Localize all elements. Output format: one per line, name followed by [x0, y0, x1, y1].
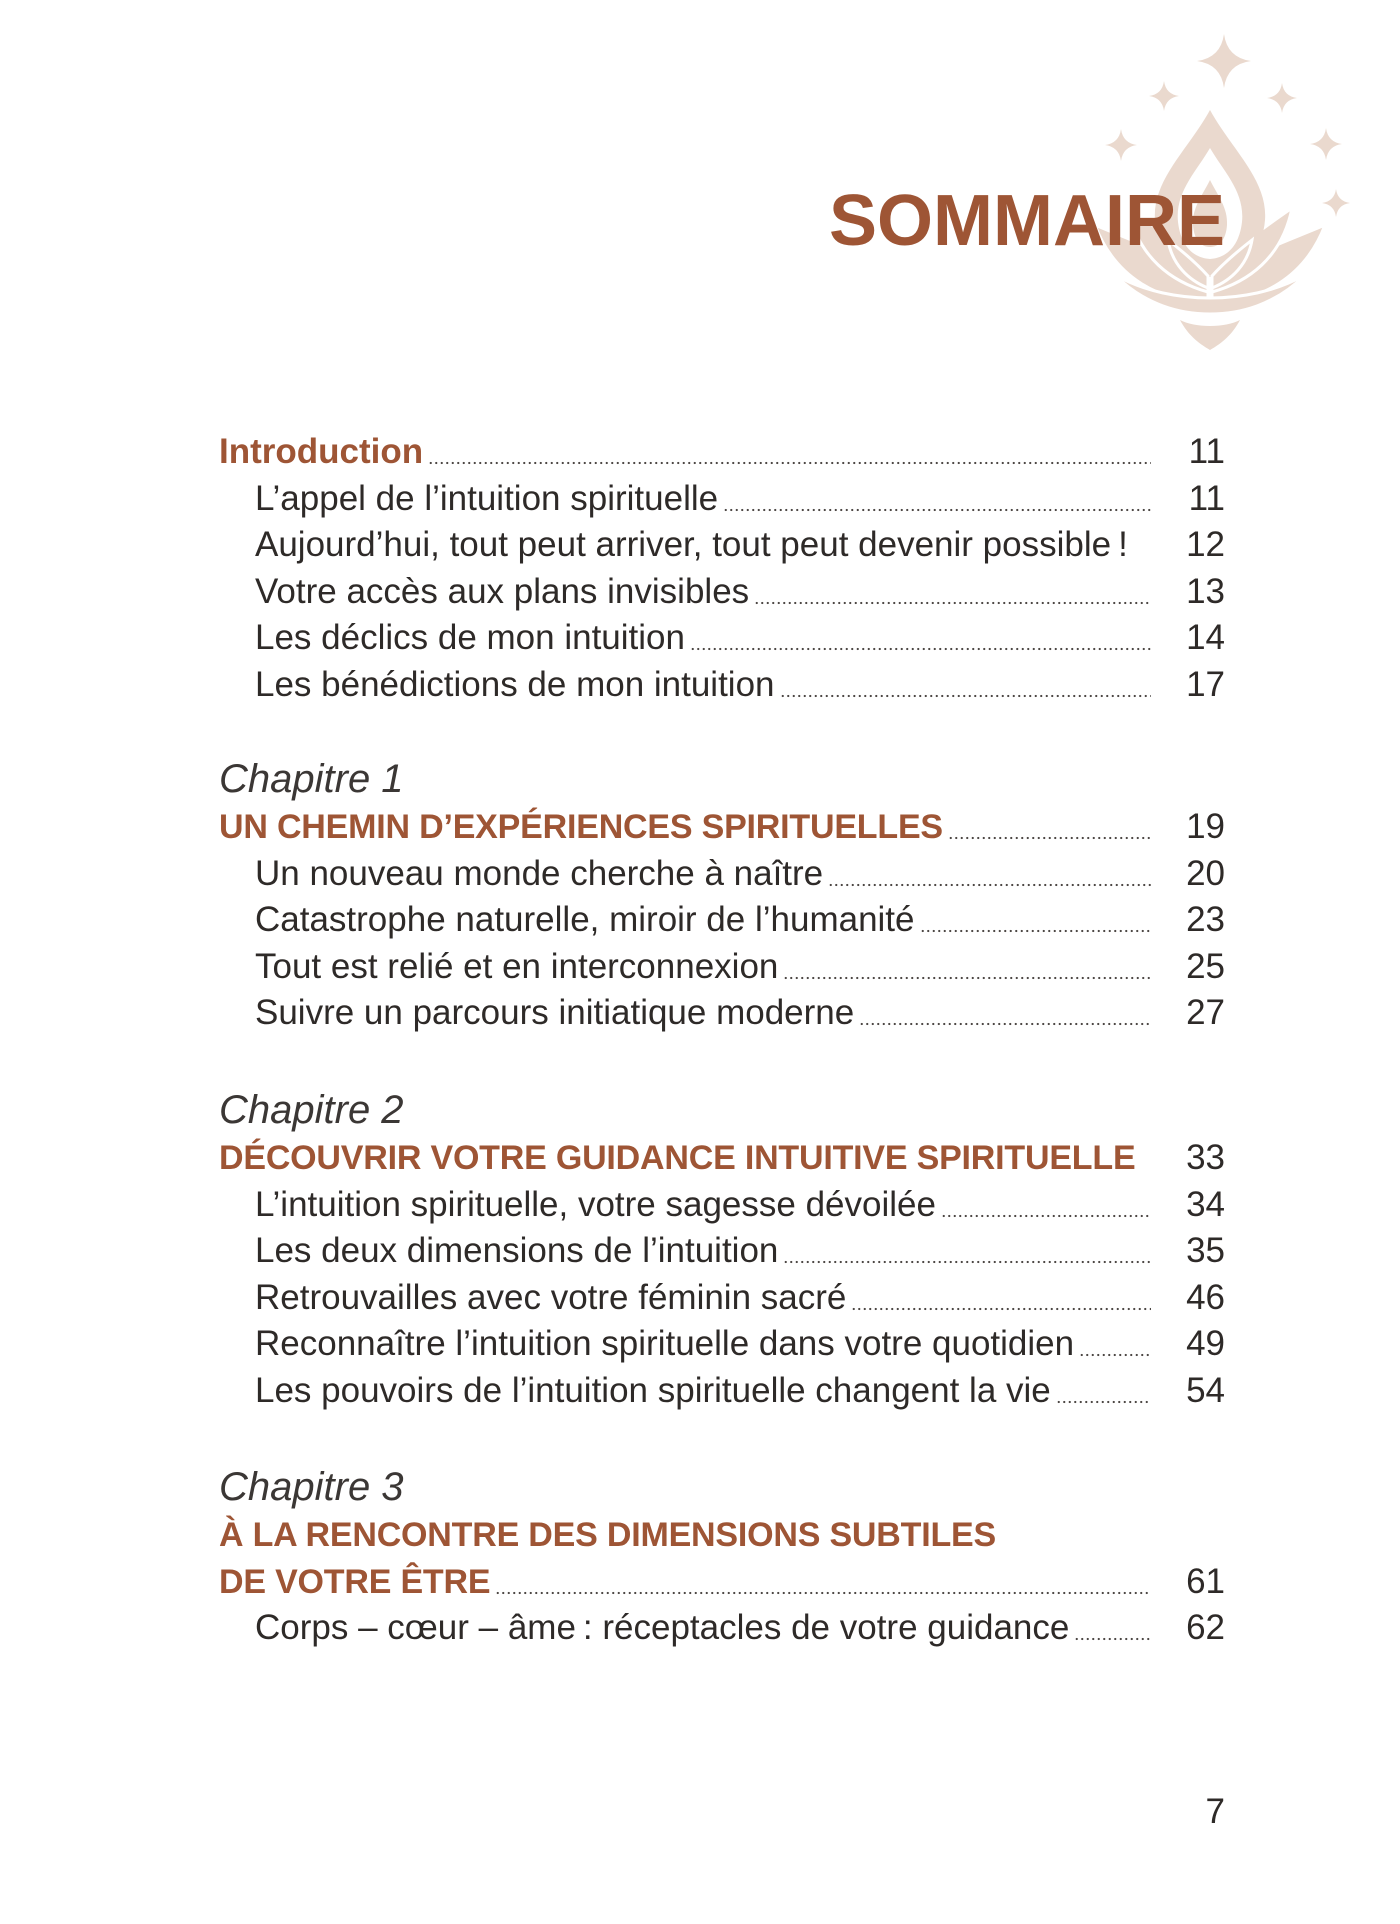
dot-leader [828, 851, 1151, 898]
dot-leader [783, 944, 1151, 991]
toc-entry-title: Reconnaître l’intuition spirituelle dans votre quotidien [255, 1324, 1075, 1363]
toc-entry-title: Votre accès aux plans invisibles [255, 571, 750, 611]
page-ref: 25 [1186, 946, 1225, 986]
dot-leader [859, 990, 1151, 1037]
dot-leader [1079, 1321, 1151, 1368]
page-ref: 11 [1188, 478, 1225, 518]
toc-entry [219, 990, 1225, 1037]
page-title: SOMMAIRE [829, 181, 1225, 261]
dot-leader [920, 897, 1152, 944]
page-ref: 54 [1186, 1370, 1225, 1410]
toc-entry [219, 944, 1225, 991]
toc-entry [219, 1321, 1225, 1368]
dot-leader [495, 1559, 1151, 1606]
page-ref: 46 [1186, 1277, 1225, 1317]
toc-entry-title: L’intuition spirituelle, votre sagesse dévoilée [255, 1184, 936, 1224]
page-ref: 12 [1186, 525, 1225, 564]
sparkle-icon [1310, 128, 1342, 160]
toc-entry-title: Aujourd’hui, tout peut arriver, tout peut devenir possible ! [255, 525, 1128, 564]
toc-section-chapter-2 [219, 1085, 1225, 1414]
chapter-label: Chapitre 2 [219, 1088, 404, 1132]
chapter-title: DÉCOUVRIR VOTRE GUIDANCE INTUITIVE SPIRITUELLE [219, 1139, 1136, 1177]
sparkle-icon [1197, 34, 1251, 88]
chapter-label: Chapitre 3 [219, 1465, 404, 1509]
chapter-title: UN CHEMIN D’EXPÉRIENCES SPIRITUELLES [219, 808, 943, 846]
toc-entry-title: Un nouveau monde cherche à naître [255, 853, 824, 893]
page-number: 7 [1205, 1792, 1225, 1831]
dot-leader [948, 804, 1151, 851]
dot-leader [780, 662, 1151, 709]
page-ref: 62 [1186, 1608, 1225, 1647]
sparkle-icon [1105, 129, 1137, 161]
page-ref: 17 [1186, 664, 1225, 704]
page-ref: 13 [1186, 571, 1225, 611]
dot-leader [1056, 1368, 1151, 1415]
toc-entry-title: Corps – cœur – âme : réceptacles de votre guidance [255, 1608, 1070, 1647]
sparkle-icon [1149, 81, 1179, 111]
page-ref: 61 [1186, 1561, 1225, 1601]
toc-entry-title: Tout est relié et en interconnexion [255, 946, 779, 986]
page-ref: 20 [1186, 853, 1225, 893]
chapter-heading [219, 804, 1225, 851]
toc-entry [219, 569, 1225, 616]
dot-leader [723, 476, 1151, 523]
chapter-heading [219, 1512, 1225, 1559]
toc-entry-title: Suivre un parcours initiatique moderne [255, 993, 855, 1032]
sparkle-icon [1267, 83, 1297, 113]
toc-entry-title: Les déclics de mon intuition [255, 618, 685, 657]
dot-leader [851, 1275, 1151, 1322]
toc-entry [219, 1182, 1225, 1229]
toc-section-chapter-3 [219, 1462, 1225, 1652]
toc-heading-title: Introduction [219, 432, 424, 471]
page-ref: 27 [1186, 993, 1225, 1032]
chapter-heading [219, 1559, 1225, 1606]
toc-entry [219, 522, 1225, 569]
dot-leader [783, 1228, 1151, 1275]
toc-entry [219, 662, 1225, 709]
toc-entry [219, 1275, 1225, 1322]
lotus-drop [1180, 320, 1240, 350]
page-ref: 19 [1186, 807, 1225, 846]
dot-leader [754, 569, 1151, 616]
toc-entry [219, 615, 1225, 662]
chapter-label: Chapitre 1 [219, 757, 404, 801]
page-ref: 11 [1188, 432, 1225, 471]
toc-entry [219, 851, 1225, 898]
page-ref: 34 [1186, 1184, 1225, 1224]
toc-entry-title: Catastrophe naturelle, miroir de l’humanité [255, 900, 915, 939]
chapter-heading [219, 1135, 1225, 1182]
sparkle-icon [1322, 189, 1350, 217]
dot-leader [1074, 1605, 1151, 1652]
chapter-title: À LA RENCONTRE DES DIMENSIONS SUBTILES [219, 1516, 996, 1554]
dot-leader [941, 1182, 1151, 1229]
chapter-title: DE VOTRE ÊTRE [219, 1562, 491, 1601]
dot-leader [428, 429, 1151, 476]
toc-entry-title: Les bénédictions de mon intuition [255, 664, 775, 704]
toc-entry-title: Les pouvoirs de l’intuition spirituelle changent la vie [255, 1370, 1051, 1410]
dot-leader [690, 615, 1151, 662]
toc-entry [219, 1605, 1225, 1652]
toc-entry [219, 897, 1225, 944]
toc-entry-title: L’appel de l’intuition spirituelle [255, 478, 719, 518]
page-ref: 33 [1186, 1138, 1225, 1177]
toc-entry [219, 476, 1225, 523]
page-ref: 49 [1186, 1324, 1225, 1363]
page-ref: 35 [1186, 1231, 1225, 1270]
page-ref: 23 [1186, 900, 1225, 939]
toc-heading [219, 429, 1225, 476]
toc-section-chapter-1 [219, 754, 1225, 1037]
toc-entry [219, 1368, 1225, 1415]
toc-entry [219, 1228, 1225, 1275]
toc-entry-title: Les deux dimensions de l’intuition [255, 1231, 779, 1270]
toc-entry-title: Retrouvailles avec votre féminin sacré [255, 1277, 847, 1317]
toc-section-introduction [219, 429, 1225, 708]
page-ref: 14 [1186, 618, 1225, 657]
